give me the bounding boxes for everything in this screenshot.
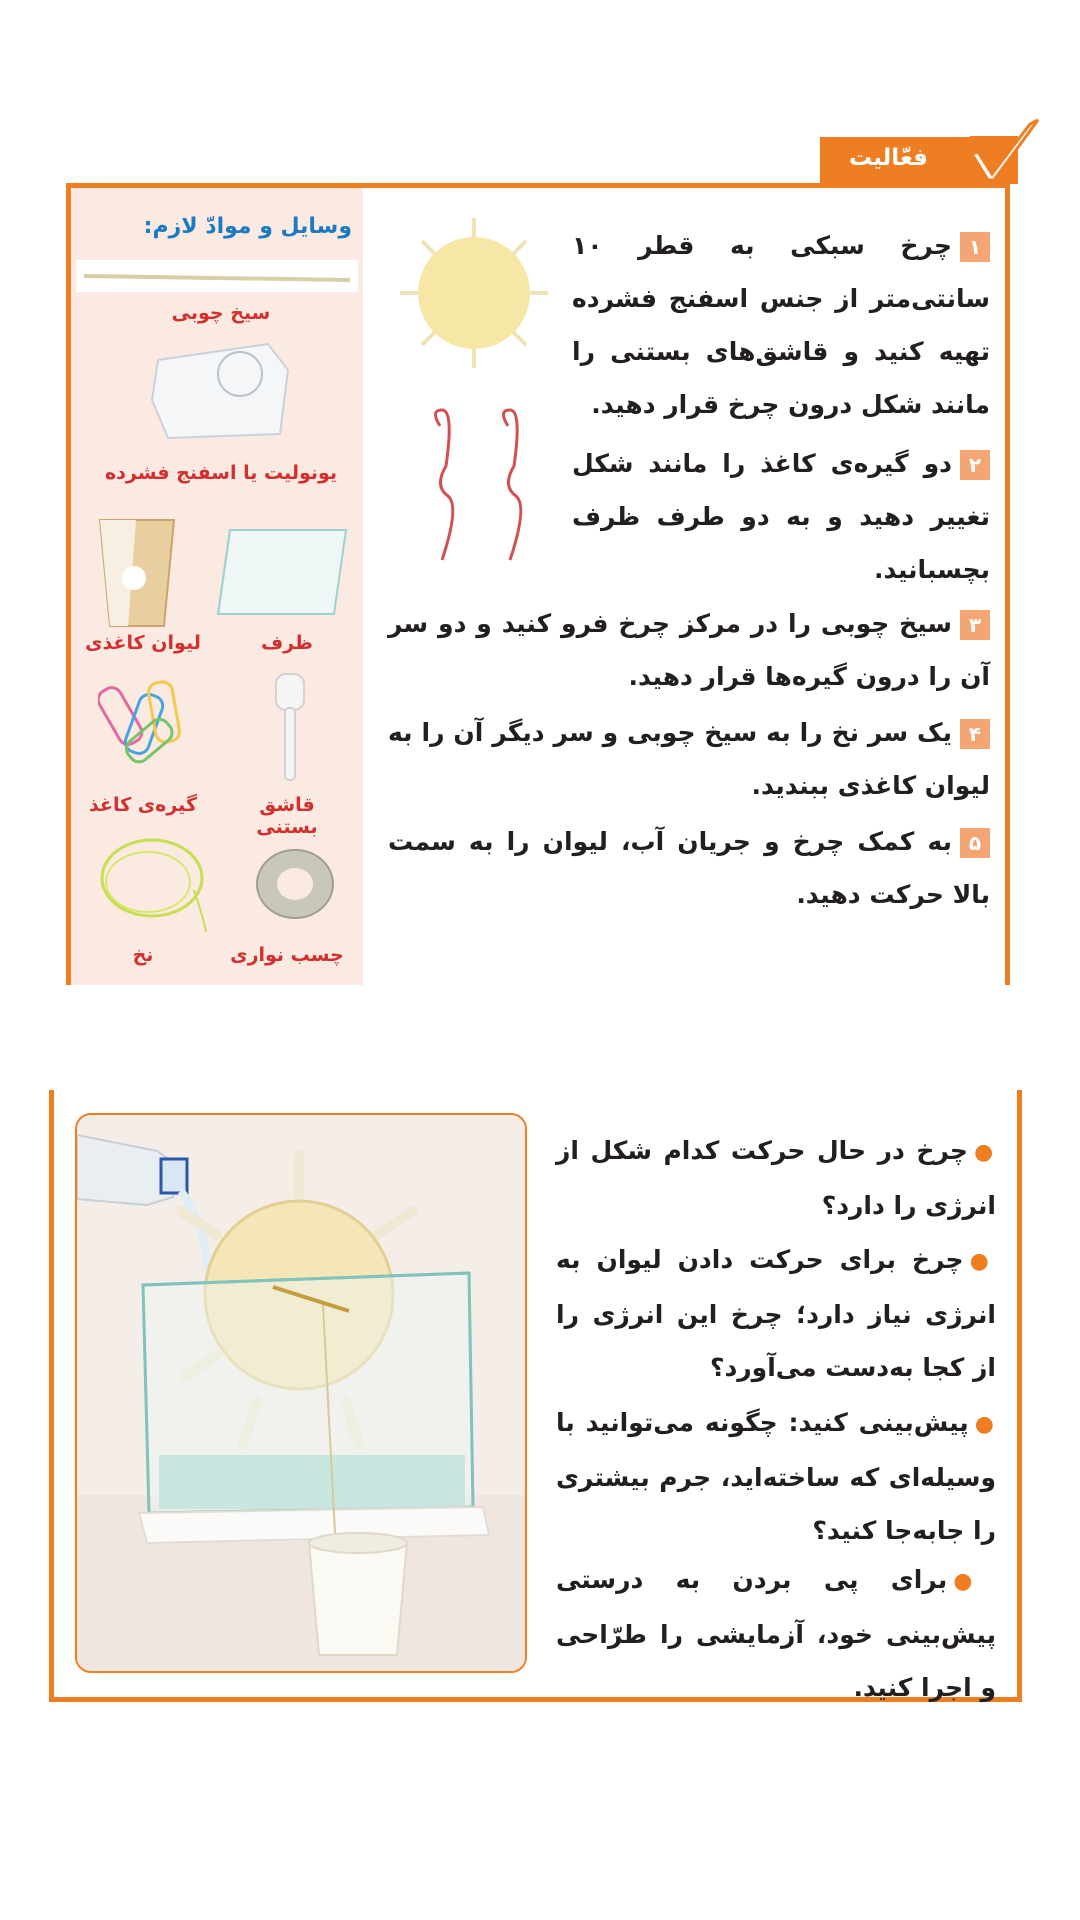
step-3-number: ۳: [960, 610, 990, 640]
top-frame-right-border: [1005, 183, 1010, 985]
step-3: [388, 597, 990, 703]
step-5-text: به کمک چرخ و جریان آب، لیوان را به سمت بالا حرکت دهید.: [388, 827, 990, 909]
question-1: [556, 1124, 996, 1232]
tape-roll-image: [254, 846, 336, 922]
bent-paper-clips-illustration: [420, 406, 530, 566]
skewer-image: [76, 260, 358, 292]
bottom-frame-right-border: [1017, 1090, 1022, 1702]
question-3-text: پیش‌بینی کنید: چگونه می‌توانید با وسیله‌ای که ساخته‌اید، جرم بیشتری را جابه‌جا کنید؟: [556, 1408, 996, 1545]
material-label-skewer: سیخ چوبی: [171, 302, 271, 324]
question-4: [556, 1553, 996, 1714]
ice-cream-spoon-image: [270, 672, 310, 782]
question-3: [556, 1396, 996, 1557]
step-4: [388, 706, 990, 812]
step-1: [572, 219, 990, 431]
step-4-number: ۴: [960, 719, 990, 749]
bullet-icon: ●: [969, 1249, 996, 1274]
material-label-string: نخ: [132, 944, 154, 966]
paper-clips-image: [98, 676, 198, 772]
experiment-photo: [75, 1113, 527, 1673]
activity-title: فعّالیت: [848, 145, 928, 171]
activity-header-tab: [820, 137, 972, 185]
step-5-number: ۵: [960, 828, 990, 858]
materials-title: وسایل و موادّ لازم:: [143, 214, 352, 239]
material-label-tape: چسب نواری: [230, 944, 344, 966]
question-2-text: چرخ برای حرکت دادن لیوان به انرژی نیاز دارد؛ چرخ این انرژی را از کجا به‌دست می‌آورد؟: [556, 1245, 996, 1382]
step-1-text: چرخ سبکی به قطر ۱۰ سانتی‌متر از جنس اسفنج فشرده تهیه کنید و قاشق‌های بستنی را مانند شکل درون چرخ قرار دهید.: [572, 231, 990, 419]
paper-cup-image: [96, 512, 178, 630]
material-label-paper-clip: گیره‌ی کاغذ: [88, 794, 197, 816]
material-label-container: ظرف: [261, 632, 313, 654]
step-4-text: یک سر نخ را به سیخ چوبی و سر دیگر آن را به لیوان کاغذی ببندید.: [388, 718, 990, 800]
material-label-paper-cup: لیوان کاغذی: [85, 632, 201, 654]
checkmark-icon: [968, 118, 1040, 186]
string-image: [94, 830, 212, 934]
bullet-icon: ●: [953, 1569, 996, 1594]
bullet-icon: ●: [974, 1412, 996, 1437]
question-2: [556, 1233, 996, 1394]
question-1-text: چرخ در حال حرکت کدام شکل از انرژی را دارد؟: [556, 1136, 996, 1220]
step-3-text: سیخ چوبی را در مرکز چرخ فرو کنید و دو سر آن را درون گیره‌ها قرار دهید.: [388, 609, 990, 691]
step-2: [572, 437, 990, 596]
bottom-frame-left-border: [49, 1090, 54, 1702]
bullet-icon: ●: [973, 1140, 996, 1165]
question-4-text: برای پی بردن به درستی پیش‌بینی خود، آزمایشی را طرّاحی و اجرا کنید.: [556, 1565, 996, 1702]
step-2-text: دو گیره‌ی کاغذ را مانند شکل تغییر دهید و به دو طرف ظرف بچسبانید.: [572, 449, 990, 584]
material-label-ice-cream-spoon: قاشق بستنی: [256, 794, 318, 838]
glass-container-image: [214, 526, 348, 618]
styrofoam-image: [148, 340, 294, 440]
step-1-number: ۱: [960, 232, 990, 262]
material-label-styrofoam: یونولیت یا اسفنج فشرده: [104, 462, 338, 484]
step-5: [388, 815, 990, 921]
foam-wheel-illustration: [396, 214, 552, 372]
step-2-number: ۲: [960, 450, 990, 480]
